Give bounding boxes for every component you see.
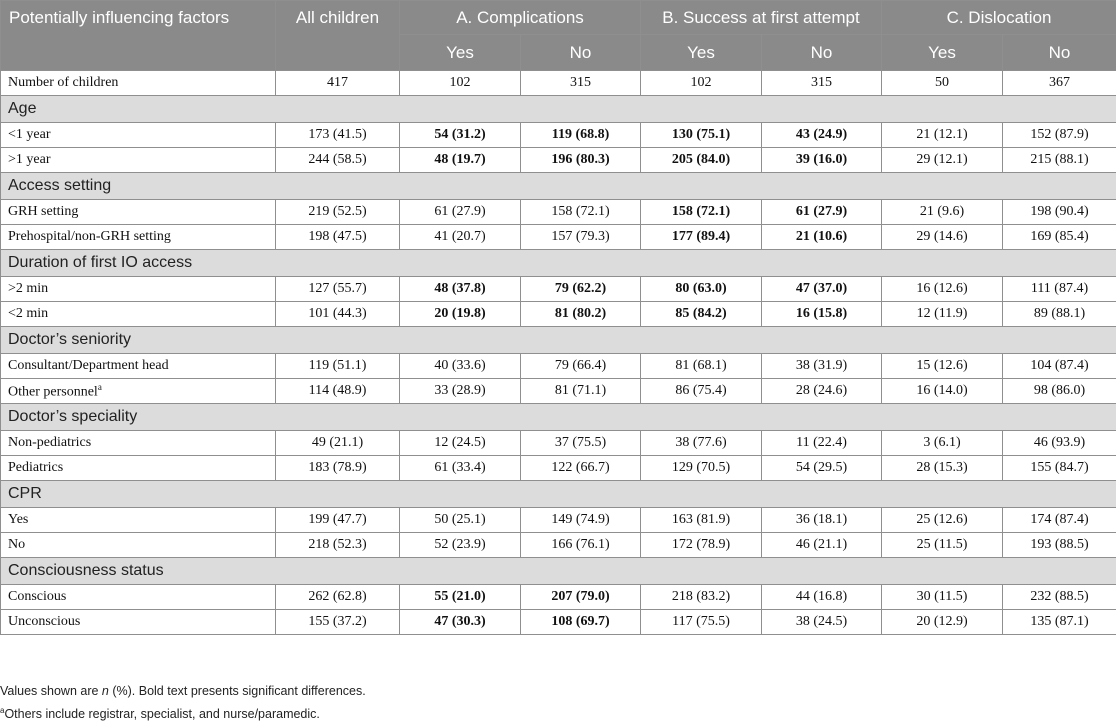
cell: 37 (75.5): [521, 431, 641, 456]
cell: 218 (52.3): [276, 533, 400, 558]
cell: 119 (68.8): [521, 123, 641, 148]
section-title: Duration of first IO access: [1, 250, 1116, 277]
cell: 122 (66.7): [521, 456, 641, 481]
section-header: [1, 96, 1116, 123]
cell: 50: [882, 71, 1003, 96]
cell: 85 (84.2): [641, 302, 762, 327]
header-complications: A. Complications: [400, 1, 641, 35]
cell: 11 (22.4): [762, 431, 882, 456]
footnote-marker: a: [98, 382, 102, 392]
section-header: [1, 173, 1116, 200]
cell: 61 (27.9): [762, 200, 882, 225]
table-row: [1, 379, 1116, 404]
cell: 29 (14.6): [882, 225, 1003, 250]
cell: 40 (33.6): [400, 354, 521, 379]
cell: 21 (9.6): [882, 200, 1003, 225]
table-row: [1, 148, 1116, 173]
cell: 129 (70.5): [641, 456, 762, 481]
cell: 174 (87.4): [1003, 508, 1116, 533]
row-label: GRH setting: [1, 200, 276, 225]
cell: 102: [400, 71, 521, 96]
cell: 111 (87.4): [1003, 277, 1116, 302]
row-label: >2 min: [1, 277, 276, 302]
cell: 117 (75.5): [641, 610, 762, 635]
section-header: [1, 404, 1116, 431]
cell: 28 (15.3): [882, 456, 1003, 481]
cell: 3 (6.1): [882, 431, 1003, 456]
cell: 367: [1003, 71, 1116, 96]
cell: 169 (85.4): [1003, 225, 1116, 250]
cell: 54 (29.5): [762, 456, 882, 481]
number-row: [1, 71, 1116, 96]
cell: 89 (88.1): [1003, 302, 1116, 327]
cell: 149 (74.9): [521, 508, 641, 533]
cell: 21 (12.1): [882, 123, 1003, 148]
row-label: Consultant/Department head: [1, 354, 276, 379]
row-label: Other personnel$^a$: [1, 379, 276, 404]
section-title: Consciousness status: [1, 558, 1116, 585]
cell: 152 (87.9): [1003, 123, 1116, 148]
section-title: CPR: [1, 481, 1116, 508]
cell: 20 (19.8): [400, 302, 521, 327]
cell: 79 (62.2): [521, 277, 641, 302]
cell: 46 (21.1): [762, 533, 882, 558]
row-label: Number of children: [1, 71, 276, 96]
cell: 30 (11.5): [882, 585, 1003, 610]
cell: 166 (76.1): [521, 533, 641, 558]
table-row: [1, 200, 1116, 225]
cell: 38 (31.9): [762, 354, 882, 379]
cell: 61 (27.9): [400, 200, 521, 225]
cell: 215 (88.1): [1003, 148, 1116, 173]
table-row: [1, 533, 1116, 558]
row-label: Unconscious: [1, 610, 276, 635]
cell: 25 (11.5): [882, 533, 1003, 558]
cell: 114 (48.9): [276, 379, 400, 404]
table-row: [1, 508, 1116, 533]
header-b-yes: Yes: [641, 35, 762, 71]
cell: 135 (87.1): [1003, 610, 1116, 635]
header-b-no: No: [762, 35, 882, 71]
cell: 12 (11.9): [882, 302, 1003, 327]
cell: 198 (90.4): [1003, 200, 1116, 225]
cell: 127 (55.7): [276, 277, 400, 302]
cell: 47 (30.3): [400, 610, 521, 635]
cell: 29 (12.1): [882, 148, 1003, 173]
cell: 81 (71.1): [521, 379, 641, 404]
cell: 232 (88.5): [1003, 585, 1116, 610]
cell: 52 (23.9): [400, 533, 521, 558]
cell: 172 (78.9): [641, 533, 762, 558]
cell: 101 (44.3): [276, 302, 400, 327]
section-header: [1, 250, 1116, 277]
cell: 41 (20.7): [400, 225, 521, 250]
cell: 55 (21.0): [400, 585, 521, 610]
cell: 119 (51.1): [276, 354, 400, 379]
table-row: [1, 225, 1116, 250]
row-label: No: [1, 533, 276, 558]
cell: 218 (83.2): [641, 585, 762, 610]
header-c-no: No: [1003, 35, 1116, 71]
cell: 158 (72.1): [521, 200, 641, 225]
table-row: [1, 123, 1116, 148]
cell: 315: [521, 71, 641, 96]
cell: 177 (89.4): [641, 225, 762, 250]
cell: 49 (21.1): [276, 431, 400, 456]
cell: 108 (69.7): [521, 610, 641, 635]
cell: 48 (37.8): [400, 277, 521, 302]
row-label: Conscious: [1, 585, 276, 610]
table-row: [1, 431, 1116, 456]
cell: 417: [276, 71, 400, 96]
cell: 16 (14.0): [882, 379, 1003, 404]
header-dislocation: C. Dislocation: [882, 1, 1116, 35]
cell: 48 (19.7): [400, 148, 521, 173]
cell: 16 (15.8): [762, 302, 882, 327]
table-row: [1, 277, 1116, 302]
cell: 207 (79.0): [521, 585, 641, 610]
row-label: Yes: [1, 508, 276, 533]
table-body: [1, 71, 1116, 635]
cell: 39 (16.0): [762, 148, 882, 173]
cell: 199 (47.7): [276, 508, 400, 533]
section-header: [1, 481, 1116, 508]
cell: 25 (12.6): [882, 508, 1003, 533]
cell: 158 (72.1): [641, 200, 762, 225]
cell: 16 (12.6): [882, 277, 1003, 302]
section-header: [1, 558, 1116, 585]
row-label: Non-pediatrics: [1, 431, 276, 456]
row-label: Prehospital/non-GRH setting: [1, 225, 276, 250]
header-all-children: All children: [276, 1, 400, 71]
cell: 104 (87.4): [1003, 354, 1116, 379]
cell: 205 (84.0): [641, 148, 762, 173]
footnote-others: $^a$Others include registrar, specialist, and nurse/paramedic.: [0, 701, 366, 724]
cell: 86 (75.4): [641, 379, 762, 404]
section-title: Age: [1, 96, 1116, 123]
section-title: Access setting: [1, 173, 1116, 200]
header-a-no: No: [521, 35, 641, 71]
cell: 33 (28.9): [400, 379, 521, 404]
table-row: [1, 354, 1116, 379]
cell: 198 (47.5): [276, 225, 400, 250]
cell: 155 (37.2): [276, 610, 400, 635]
section-header: [1, 327, 1116, 354]
row-label: >1 year: [1, 148, 276, 173]
cell: 54 (31.2): [400, 123, 521, 148]
cell: 155 (84.7): [1003, 456, 1116, 481]
cell: 315: [762, 71, 882, 96]
header-a-yes: Yes: [400, 35, 521, 71]
cell: 21 (10.6): [762, 225, 882, 250]
table-row: [1, 302, 1116, 327]
header-factors: Potentially influencing factors: [1, 1, 276, 71]
cell: 244 (58.5): [276, 148, 400, 173]
table-header: [1, 1, 1116, 71]
cell: 157 (79.3): [521, 225, 641, 250]
cell: 38 (24.5): [762, 610, 882, 635]
cell: 196 (80.3): [521, 148, 641, 173]
cell: 15 (12.6): [882, 354, 1003, 379]
row-label: <2 min: [1, 302, 276, 327]
cell: 193 (88.5): [1003, 533, 1116, 558]
cell: 79 (66.4): [521, 354, 641, 379]
cell: 81 (68.1): [641, 354, 762, 379]
cell: 38 (77.6): [641, 431, 762, 456]
footnote-values: Values shown are n (%). Bold text presents significant differences.: [0, 682, 366, 701]
cell: 163 (81.9): [641, 508, 762, 533]
cell: 47 (37.0): [762, 277, 882, 302]
cell: 46 (93.9): [1003, 431, 1116, 456]
cell: 183 (78.9): [276, 456, 400, 481]
cell: 80 (63.0): [641, 277, 762, 302]
cell: 12 (24.5): [400, 431, 521, 456]
cell: 20 (12.9): [882, 610, 1003, 635]
cell: 43 (24.9): [762, 123, 882, 148]
header-c-yes: Yes: [882, 35, 1003, 71]
cell: 102: [641, 71, 762, 96]
cell: 28 (24.6): [762, 379, 882, 404]
cell: 219 (52.5): [276, 200, 400, 225]
table-row: [1, 610, 1116, 635]
cell: 44 (16.8): [762, 585, 882, 610]
table-row: [1, 585, 1116, 610]
section-title: Doctor’s seniority: [1, 327, 1116, 354]
cell: 61 (33.4): [400, 456, 521, 481]
cell: 98 (86.0): [1003, 379, 1116, 404]
cell: 36 (18.1): [762, 508, 882, 533]
section-title: Doctor’s speciality: [1, 404, 1116, 431]
cell: 173 (41.5): [276, 123, 400, 148]
row-label: <1 year: [1, 123, 276, 148]
row-label: Pediatrics: [1, 456, 276, 481]
cell: 130 (75.1): [641, 123, 762, 148]
cell: 50 (25.1): [400, 508, 521, 533]
header-success-first-attempt: B. Success at first attempt: [641, 1, 882, 35]
cell: 262 (62.8): [276, 585, 400, 610]
cell: 81 (80.2): [521, 302, 641, 327]
table-row: [1, 456, 1116, 481]
